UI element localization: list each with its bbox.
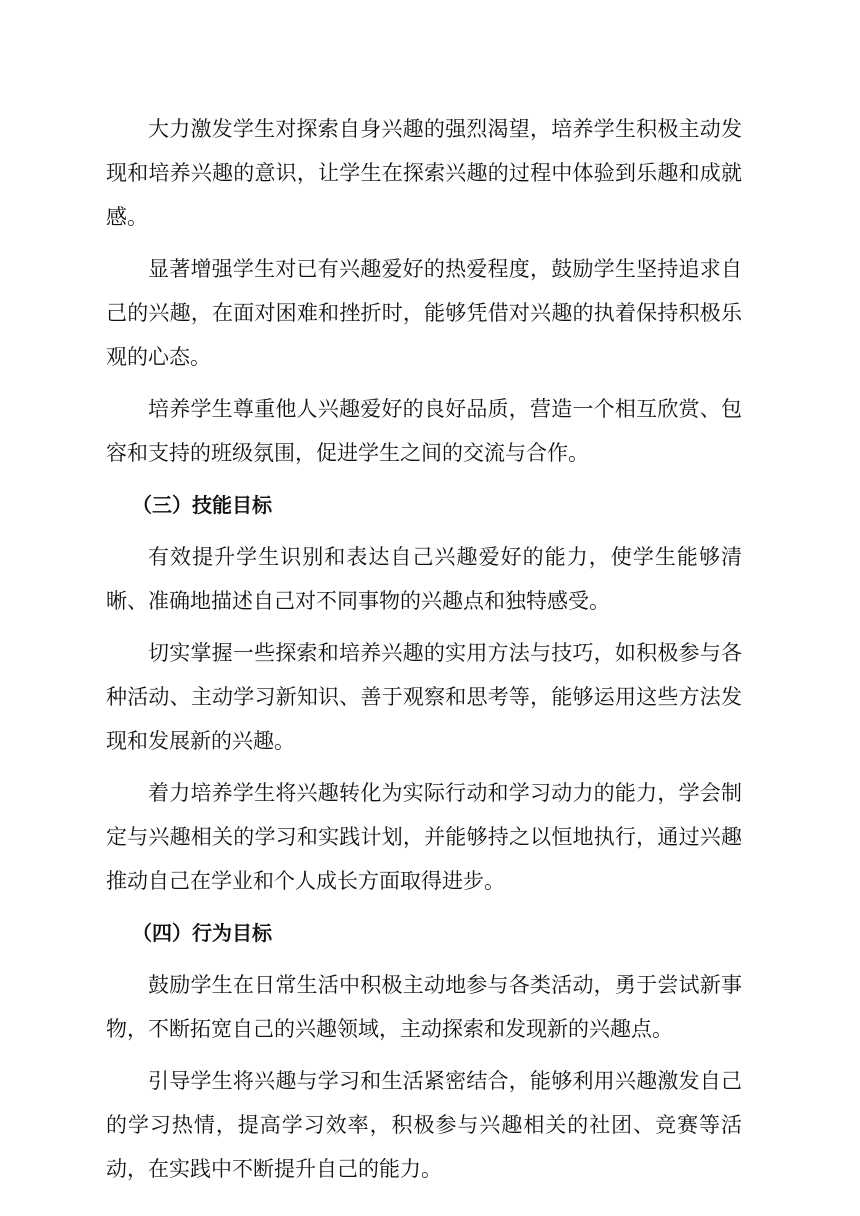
section-heading-skill-goals: （三）技能目标	[132, 493, 272, 517]
paragraph-interest-love: 显著增强学生对已有兴趣爱好的热爱程度，鼓励学生坚持追求自己的兴趣，在面对困难和挫折时，能够凭借对兴趣的执着保持积极乐观的心态。	[106, 257, 742, 369]
paragraph-methods-skills: 切实掌握一些探索和培养兴趣的实用方法与技巧，如积极参与各种活动、主动学习新知识、善于观察和思考等，能够运用这些方法发现和发展新的兴趣。	[106, 641, 742, 753]
paragraph-participate-activities: 鼓励学生在日常生活中积极主动地参与各类活动，勇于尝试新事物，不断拓宽自己的兴趣领域，主动探索和发现新的兴趣点。	[106, 973, 742, 1041]
paragraph-respect-others: 培养学生尊重他人兴趣爱好的良好品质，营造一个相互欣赏、包容和支持的班级氛围，促进学生之间的交流与合作。	[106, 397, 742, 465]
paragraph-interest-learning: 引导学生将兴趣与学习和生活紧密结合，能够利用兴趣激发自己的学习热情，提高学习效率，积极参与兴趣相关的社团、竞赛等活动，在实践中不断提升自己的能力。	[106, 1069, 742, 1181]
paragraph-interest-to-action: 着力培养学生将兴趣转化为实际行动和学习动力的能力，学会制定与兴趣相关的学习和实践计划，并能够持之以恒地执行，通过兴趣推动自己在学业和个人成长方面取得进步。	[106, 781, 742, 893]
paragraph-express-interest: 有效提升学生识别和表达自己兴趣爱好的能力，使学生能够清晰、准确地描述自己对不同事物的兴趣点和独特感受。	[106, 545, 742, 613]
section-heading-behavior-goals: （四）行为目标	[132, 921, 272, 945]
paragraph-interest-desire: 大力激发学生对探索自身兴趣的强烈渴望，培养学生积极主动发现和培养兴趣的意识，让学生在探索兴趣的过程中体验到乐趣和成就感。	[106, 117, 742, 229]
document-body	[106, 107, 742, 1191]
